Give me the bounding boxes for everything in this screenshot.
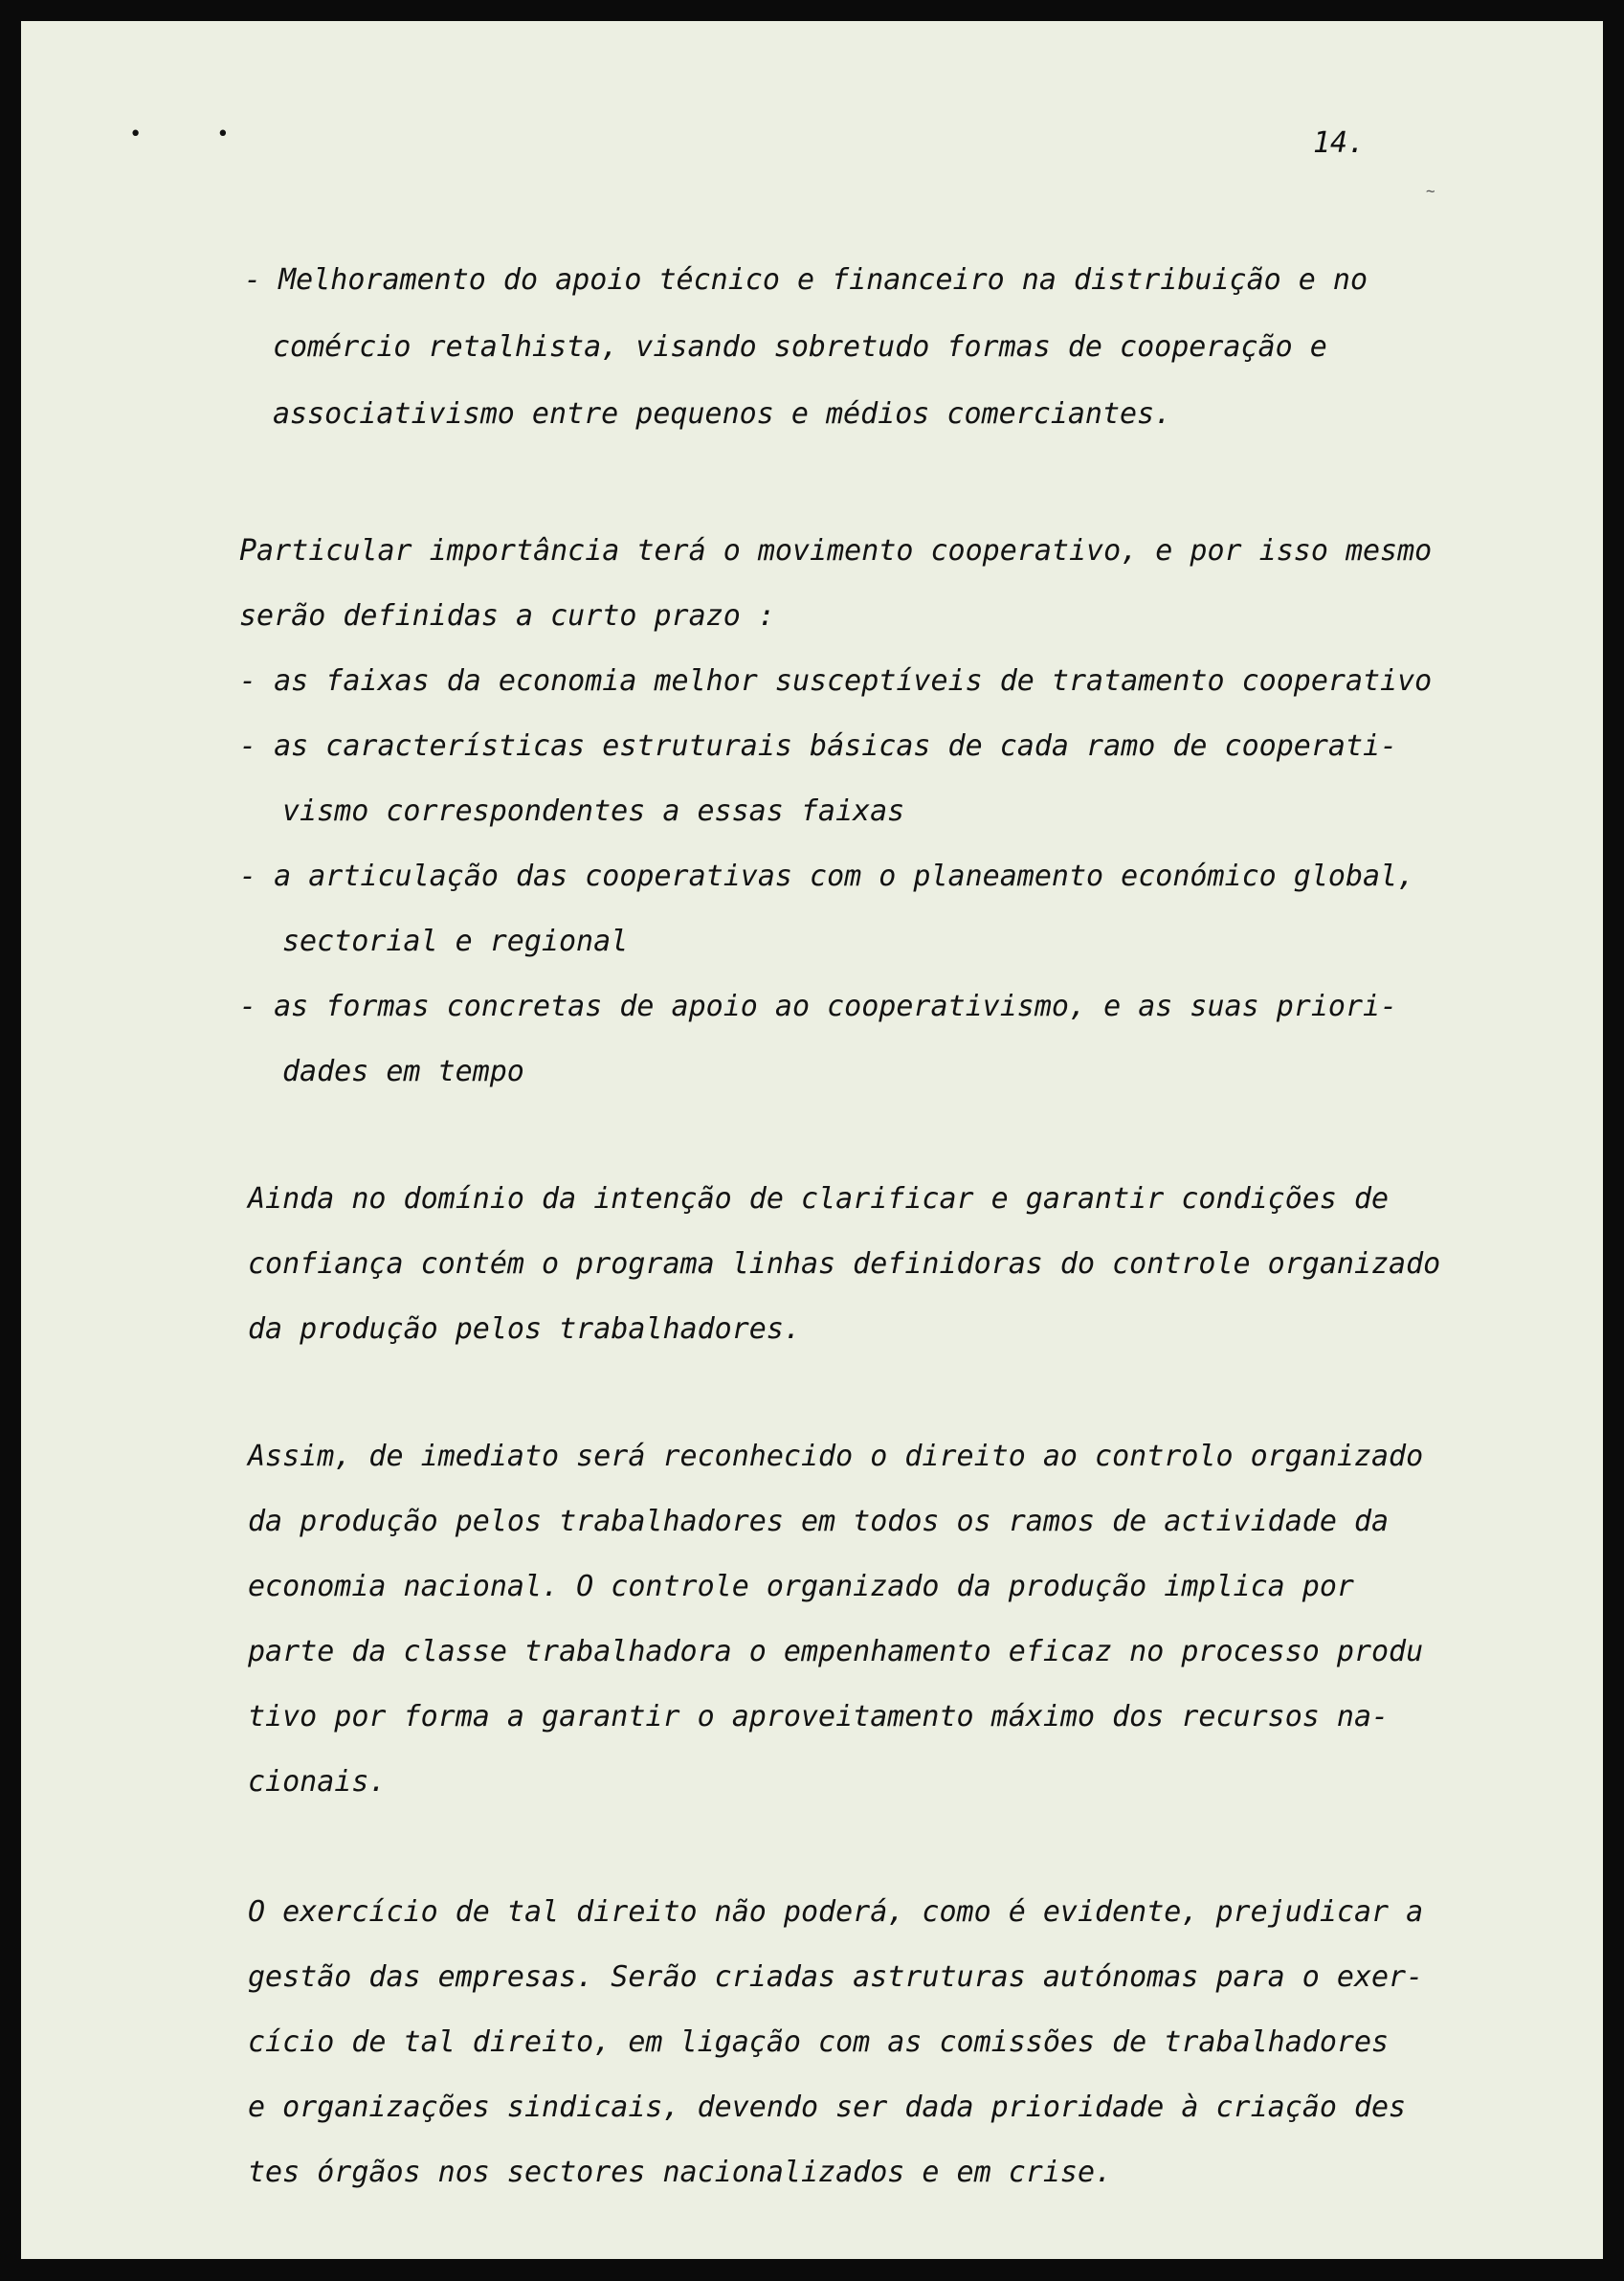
text-line: comércio retalhista, visando sobretudo formas de cooperação e [273,330,1327,364]
text-line: tes órgãos nos sectores nacionalizados e em crise. [248,2156,1113,2189]
text-line: sectorial e regional [282,925,629,958]
margin-dots: •• [129,123,304,146]
text-line: - a articulação das cooperativas com o planeamento económico global, [239,860,1415,893]
text-line: - as faixas da economia melhor susceptíveis de tratamento cooperativo [239,664,1433,698]
text-line: e organizações sindicais, devendo ser dada prioridade à criação des [248,2091,1407,2124]
text-line: gestão das empresas. Serão criadas astruturas autónomas para o exer- [248,1960,1424,1994]
document-page [21,21,1603,2259]
text-line: Particular importância terá o movimento cooperativo, e por isso mesmo [239,534,1433,568]
text-line: serão definidas a curto prazo : [239,599,775,633]
text-line: cício de tal direito, em ligação com as comissões de trabalhadores [248,2025,1390,2059]
text-line: cionais. [248,1765,387,1799]
ink-speck: ~ [1426,182,1435,200]
text-line: - Melhoramento do apoio técnico e financeiro na distribuição e no [244,263,1368,297]
text-line: - as características estruturais básicas de cada ramo de cooperati- [239,729,1398,763]
page-number: 14. [1313,126,1366,160]
text-line: dades em tempo [282,1055,524,1088]
text-line: economia nacional. O controle organizado da produção implica por [248,1570,1354,1603]
text-line: O exercício de tal direito não poderá, como é evidente, prejudicar a [248,1895,1424,1929]
text-line: da produção pelos trabalhadores em todos os ramos de actividade da [248,1505,1390,1538]
text-line: da produção pelos trabalhadores. [248,1312,801,1346]
text-line: Assim, de imediato será reconhecido o direito ao controlo organizado [248,1440,1424,1473]
text-line: tivo por forma a garantir o aproveitamento máximo dos recursos na- [248,1700,1390,1733]
text-line: parte da classe trabalhadora o empenhamento eficaz no processo produ [248,1635,1424,1668]
text-line: vismo correspondentes a essas faixas [282,794,905,828]
text-line: - as formas concretas de apoio ao cooperativismo, e as suas priori- [239,990,1398,1023]
text-line: associativismo entre pequenos e médios comerciantes. [273,397,1172,431]
text-line: Ainda no domínio da intenção de clarificar e garantir condições de [248,1182,1390,1216]
text-line: confiança contém o programa linhas definidoras do controle organizado [248,1247,1441,1281]
